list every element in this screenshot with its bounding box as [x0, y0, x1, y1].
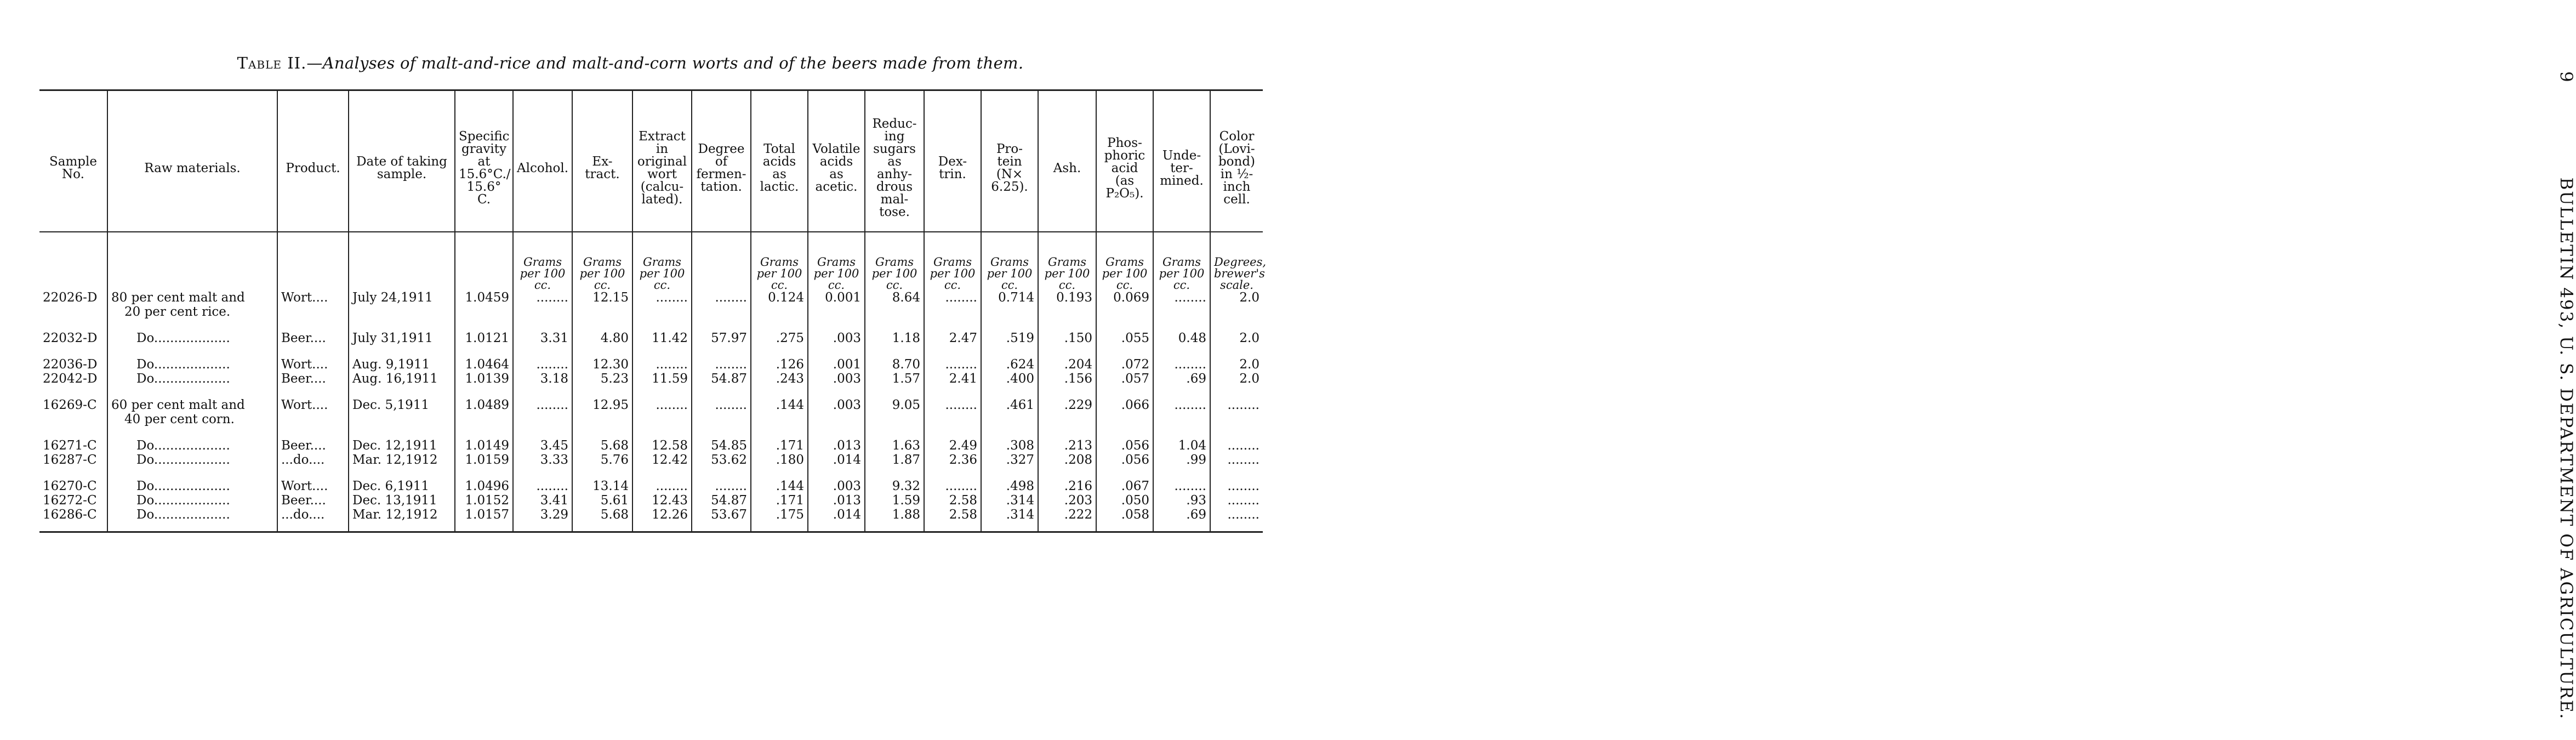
table-cell: 5.61 — [572, 494, 632, 508]
table-cell: .050 — [1096, 494, 1153, 508]
table-cell — [632, 305, 692, 332]
table-cell: ........ — [632, 291, 692, 305]
table-cell: .519 — [981, 332, 1038, 358]
column-header: Dex- trin. — [924, 90, 981, 232]
table-cell: ........ — [513, 291, 572, 305]
table-cell: Mar. 12,1912 — [349, 453, 455, 480]
table-cell: 3.33 — [513, 453, 572, 480]
table-cell: 12.42 — [632, 453, 692, 480]
unit-cell: Degrees, brewer's scale. — [1210, 232, 1263, 291]
table-cell: Wort.... — [277, 480, 349, 494]
table-row — [39, 439, 1263, 453]
table-cell: 1.18 — [865, 332, 924, 358]
column-header: Date of taking sample. — [349, 90, 455, 232]
table-cell — [513, 413, 572, 439]
table-cell: 54.85 — [692, 439, 751, 453]
table-cell: Beer.... — [277, 332, 349, 358]
table-cell: .69 — [1153, 372, 1210, 399]
table-cell: 12.26 — [632, 508, 692, 532]
table-cell — [1096, 413, 1153, 439]
table-cell: 12.43 — [632, 494, 692, 508]
table-cell: .014 — [808, 453, 865, 480]
table-cell: .003 — [808, 480, 865, 494]
table-cell: 2.58 — [924, 494, 981, 508]
table-cell: Do................... — [107, 508, 277, 532]
table-cell: ........ — [1153, 399, 1210, 413]
table-cell: 3.41 — [513, 494, 572, 508]
table-row — [39, 413, 1263, 439]
table-cell: .69 — [1153, 508, 1210, 532]
table-cell: 5.23 — [572, 372, 632, 399]
table-cell — [1210, 305, 1263, 332]
unit-cell — [107, 232, 277, 291]
table-cell: 3.18 — [513, 372, 572, 399]
table-row — [39, 358, 1263, 372]
table-cell: Dec. 6,1911 — [349, 480, 455, 494]
table-row — [39, 305, 1263, 332]
table-cell — [349, 305, 455, 332]
caption-dash: — — [306, 54, 323, 72]
table-cell: ........ — [1153, 291, 1210, 305]
table-cell: Do................... — [107, 439, 277, 453]
table-cell: .003 — [808, 372, 865, 399]
table-cell: Dec. 13,1911 — [349, 494, 455, 508]
table-cell: .624 — [981, 358, 1038, 372]
unit-cell: Grams per 100 cc. — [572, 232, 632, 291]
unit-cell: Grams per 100 cc. — [808, 232, 865, 291]
table-cell: .056 — [1096, 453, 1153, 480]
column-header: Product. — [277, 90, 349, 232]
table-cell: 12.58 — [632, 439, 692, 453]
table-cell — [39, 305, 107, 332]
table-cell — [1038, 305, 1096, 332]
table-cell: 22042-D — [43, 372, 98, 386]
table-cell: ........ — [692, 480, 751, 494]
table-cell: Wort.... — [277, 358, 349, 372]
table-cell — [455, 413, 513, 439]
table-cell — [924, 305, 981, 332]
table-cell: 9.32 — [865, 480, 924, 494]
table-cell: 16272-C — [43, 493, 97, 508]
table-cell — [808, 305, 865, 332]
table-cell: ........ — [924, 291, 981, 305]
table-cell — [1210, 413, 1263, 439]
table-cell: ...do.... — [277, 453, 349, 480]
column-header: Raw materials. — [107, 90, 277, 232]
column-header: Total acids as lactic. — [751, 90, 808, 232]
table-cell — [39, 413, 107, 439]
table-cell: .003 — [808, 399, 865, 413]
table-cell: 1.0496 — [455, 480, 513, 494]
table-cell — [632, 413, 692, 439]
table-cell — [1153, 413, 1210, 439]
table-cell: ........ — [924, 480, 981, 494]
unit-cell: Grams per 100 cc. — [1153, 232, 1210, 291]
table-row — [39, 291, 1263, 305]
table-cell: ........ — [632, 399, 692, 413]
table-cell — [1038, 413, 1096, 439]
table-row — [39, 508, 1263, 532]
table-cell: 16271-C — [43, 439, 97, 453]
table-cell — [865, 413, 924, 439]
table-cell: 16286-C — [39, 508, 107, 532]
table-cell: ........ — [924, 358, 981, 372]
column-header: Specific gravity at 15.6°C./ 15.6° C. — [455, 90, 513, 232]
column-header: Pro- tein (N× 6.25). — [981, 90, 1038, 232]
units-row — [39, 232, 1263, 291]
table-cell: 9.05 — [865, 399, 924, 413]
table-row — [39, 480, 1263, 494]
column-header: Phos- phoric acid (as P₂O₅). — [1096, 90, 1153, 232]
table-cell: ........ — [1210, 480, 1263, 494]
table-cell: 3.29 — [513, 508, 572, 532]
table-cell — [751, 305, 808, 332]
table-cell — [692, 413, 751, 439]
table-cell: .072 — [1096, 358, 1153, 372]
table-cell: July 24,1911 — [349, 291, 455, 305]
table-cell: .013 — [808, 439, 865, 453]
header-row — [39, 90, 1263, 232]
table-cell: Dec. 5,1911 — [349, 399, 455, 413]
table-cell: 53.62 — [692, 453, 751, 480]
table-cell: 1.0152 — [455, 494, 513, 508]
table-cell: 0.193 — [1038, 291, 1096, 305]
table-cell: 0.001 — [808, 291, 865, 305]
table-cell: .126 — [751, 358, 808, 372]
table-cell: 1.59 — [865, 494, 924, 508]
table-cell: ........ — [692, 358, 751, 372]
table-cell: 2.41 — [924, 372, 981, 399]
table-cell: 1.87 — [865, 453, 924, 480]
table-cell: 54.87 — [692, 372, 751, 399]
table-cell: 12.15 — [572, 291, 632, 305]
table-cell: Do................... — [107, 480, 277, 494]
table-cell: 22036-D — [43, 357, 98, 372]
table-cell: ........ — [692, 291, 751, 305]
table-cell: ...do.... — [277, 508, 349, 532]
unit-cell — [349, 232, 455, 291]
column-header: Unde- ter- mined. — [1153, 90, 1210, 232]
table-cell: ........ — [632, 480, 692, 494]
table-cell: 0.48 — [1153, 332, 1210, 358]
unit-cell — [39, 232, 107, 291]
table-cell: ........ — [513, 358, 572, 372]
table-cell: Beer.... — [277, 494, 349, 508]
table-cell: 3.31 — [513, 332, 572, 358]
table-row — [39, 453, 1263, 480]
table-cell: ........ — [632, 358, 692, 372]
table-cell: .144 — [751, 399, 808, 413]
table-title: Analyses of malt-and-rice and malt-and-corn worts and of the beers made from them. — [322, 54, 1024, 72]
running-head-rotated — [2543, 71, 2576, 720]
unit-cell: Grams per 100 cc. — [1038, 232, 1096, 291]
unit-cell: Grams per 100 cc. — [751, 232, 808, 291]
unit-cell — [277, 232, 349, 291]
table-cell: 1.88 — [865, 508, 924, 532]
table-cell: 8.64 — [865, 291, 924, 305]
table-cell: .216 — [1038, 480, 1096, 494]
table-cell — [349, 413, 455, 439]
table-cell: .001 — [808, 358, 865, 372]
table-cell: 80 per cent malt and — [107, 291, 277, 305]
table-cell: Do................... — [107, 332, 277, 358]
table-cell: 5.68 — [572, 508, 632, 532]
table-cell: .056 — [1096, 439, 1153, 453]
table-cell: .171 — [751, 439, 808, 453]
table-cell: 2.36 — [924, 453, 981, 480]
table-cell: .275 — [751, 332, 808, 358]
table-cell: 53.67 — [692, 508, 751, 532]
table-cell: .203 — [1038, 494, 1096, 508]
table-cell — [572, 413, 632, 439]
table-cell: 11.59 — [632, 372, 692, 399]
table-cell: .400 — [981, 372, 1038, 399]
column-header: Ash. — [1038, 90, 1096, 232]
table-cell — [751, 413, 808, 439]
table-cell: ........ — [1153, 358, 1210, 372]
table-row — [39, 332, 1263, 358]
table-cell: 2.58 — [924, 508, 981, 532]
table-cell: .461 — [981, 399, 1038, 413]
table-cell: July 31,1911 — [349, 332, 455, 358]
table-cell: .058 — [1096, 508, 1153, 532]
column-header: Sample No. — [39, 90, 107, 232]
table-cell: 1.57 — [865, 372, 924, 399]
table-cell — [924, 413, 981, 439]
table-cell: 2.47 — [924, 332, 981, 358]
table-cell: .229 — [1038, 399, 1096, 413]
table-cell — [513, 305, 572, 332]
table-cell: .208 — [1038, 453, 1096, 480]
table-cell: ........ — [1210, 453, 1263, 480]
table-cell: ........ — [1210, 494, 1263, 508]
table-cell: .314 — [981, 494, 1038, 508]
table-cell: .213 — [1038, 439, 1096, 453]
table-cell: ........ — [692, 399, 751, 413]
table-cell: .327 — [981, 453, 1038, 480]
table-cell — [1153, 305, 1210, 332]
table-cell: .93 — [1153, 494, 1210, 508]
table-cell: 2.0 — [1210, 372, 1263, 399]
table-cell: Aug. 9,1911 — [349, 358, 455, 372]
table-cell: .013 — [808, 494, 865, 508]
unit-cell: Grams per 100 cc. — [513, 232, 572, 291]
table-cell — [455, 305, 513, 332]
unit-cell: Grams per 100 cc. — [924, 232, 981, 291]
table-cell: 22032-D — [43, 331, 98, 345]
table-cell: 11.42 — [632, 332, 692, 358]
table-cell: 3.45 — [513, 439, 572, 453]
column-header: Color (Lovi- bond) in ½-inch cell. — [1210, 90, 1263, 232]
table-cell: Do................... — [107, 372, 277, 399]
table-cell: 22026-D — [43, 291, 98, 305]
table-label: Table II. — [237, 54, 307, 72]
table-cell — [808, 413, 865, 439]
table-cell — [277, 305, 349, 332]
column-header: Alcohol. — [513, 90, 572, 232]
unit-cell: Grams per 100 cc. — [1096, 232, 1153, 291]
table-cell: .055 — [1096, 332, 1153, 358]
table-cell — [277, 413, 349, 439]
column-header: Extract in original wort (calcu- lated). — [632, 90, 692, 232]
table-cell: 20 per cent rice. — [107, 305, 277, 332]
table-cell: Beer.... — [277, 372, 349, 399]
table-cell — [692, 305, 751, 332]
table-cell: 0.124 — [751, 291, 808, 305]
table-cell: 2.49 — [924, 439, 981, 453]
table-cell: .175 — [751, 508, 808, 532]
table-cell: 54.87 — [692, 494, 751, 508]
table-cell: 0.714 — [981, 291, 1038, 305]
table-cell: 40 per cent corn. — [107, 413, 277, 439]
table-cell: 16269-C — [43, 398, 97, 412]
table-cell: Do................... — [107, 494, 277, 508]
table-cell: 2.0 — [1210, 332, 1263, 358]
table-cell: 0.069 — [1096, 291, 1153, 305]
table-cell: 57.97 — [692, 332, 751, 358]
table-cell: 1.0139 — [455, 372, 513, 399]
page-number: 9 — [2556, 71, 2576, 83]
table-cell: ........ — [513, 480, 572, 494]
table-cell: .014 — [808, 508, 865, 532]
table-cell: 2.0 — [1210, 291, 1263, 305]
unit-cell: Grams per 100 cc. — [632, 232, 692, 291]
column-header: Reduc- ing sugars as anhy- drous mal- tose. — [865, 90, 924, 232]
table-cell: ........ — [924, 399, 981, 413]
table-cell: .003 — [808, 332, 865, 358]
table-cell — [981, 413, 1038, 439]
table-cell: Do................... — [107, 453, 277, 480]
table-cell: .144 — [751, 480, 808, 494]
table-cell: .314 — [981, 508, 1038, 532]
table-cell: 1.0159 — [455, 453, 513, 480]
running-head: BULLETIN 493, U. S. DEPARTMENT OF AGRICULTURE. — [2556, 177, 2576, 720]
table-cell: .308 — [981, 439, 1038, 453]
table-cell: 16287-C — [43, 453, 97, 467]
table-cell: .150 — [1038, 332, 1096, 358]
table-cell: 12.95 — [572, 399, 632, 413]
table-cell — [572, 305, 632, 332]
table-caption — [0, 54, 1261, 72]
table-cell: 16270-C — [43, 479, 97, 493]
table-cell: .222 — [1038, 508, 1096, 532]
table-cell: .171 — [751, 494, 808, 508]
table-cell: ........ — [513, 399, 572, 413]
table-cell: .204 — [1038, 358, 1096, 372]
table-cell: ........ — [1153, 480, 1210, 494]
table-cell: Wort.... — [277, 399, 349, 413]
table-cell: 1.0459 — [455, 291, 513, 305]
unit-cell: Grams per 100 cc. — [865, 232, 924, 291]
table-cell: .180 — [751, 453, 808, 480]
table-cell: 60 per cent malt and — [107, 399, 277, 413]
table-cell — [1096, 305, 1153, 332]
table-cell: .057 — [1096, 372, 1153, 399]
table-cell: 1.0157 — [455, 508, 513, 532]
table-cell: 1.0149 — [455, 439, 513, 453]
table-cell: ........ — [1210, 399, 1263, 413]
table-cell: ........ — [1210, 439, 1263, 453]
table-cell: 13.14 — [572, 480, 632, 494]
table-cell: Mar. 12,1912 — [349, 508, 455, 532]
analysis-table — [39, 89, 1267, 533]
table-cell — [865, 305, 924, 332]
column-header: Volatile acids as acetic. — [808, 90, 865, 232]
table-cell: 4.80 — [572, 332, 632, 358]
table-cell: 1.04 — [1153, 439, 1210, 453]
table-cell: 5.76 — [572, 453, 632, 480]
table-cell: .99 — [1153, 453, 1210, 480]
table-cell: Dec. 12,1911 — [349, 439, 455, 453]
column-header: Degree of fermen- tation. — [692, 90, 751, 232]
table-cell: 1.0464 — [455, 358, 513, 372]
table-cell: 1.0121 — [455, 332, 513, 358]
table-cell: .066 — [1096, 399, 1153, 413]
table-cell: 8.70 — [865, 358, 924, 372]
table-cell: Aug. 16,1911 — [349, 372, 455, 399]
table-cell: Beer.... — [277, 439, 349, 453]
table-cell: .156 — [1038, 372, 1096, 399]
unit-cell — [455, 232, 513, 291]
table-cell: .243 — [751, 372, 808, 399]
table-cell: .498 — [981, 480, 1038, 494]
table-cell: 2.0 — [1210, 358, 1263, 372]
table-cell: 5.68 — [572, 439, 632, 453]
table-cell — [981, 305, 1038, 332]
unit-cell — [692, 232, 751, 291]
table-cell: 12.30 — [572, 358, 632, 372]
table-row — [39, 494, 1263, 508]
table-cell: ........ — [1210, 508, 1263, 532]
column-header: Ex- tract. — [572, 90, 632, 232]
table-cell: .067 — [1096, 480, 1153, 494]
table-row — [39, 399, 1263, 413]
table-cell: Do................... — [107, 358, 277, 372]
table-cell: Wort.... — [277, 291, 349, 305]
unit-cell: Grams per 100 cc. — [981, 232, 1038, 291]
table-cell: 1.63 — [865, 439, 924, 453]
table-row — [39, 372, 1263, 399]
table-cell: 1.0489 — [455, 399, 513, 413]
